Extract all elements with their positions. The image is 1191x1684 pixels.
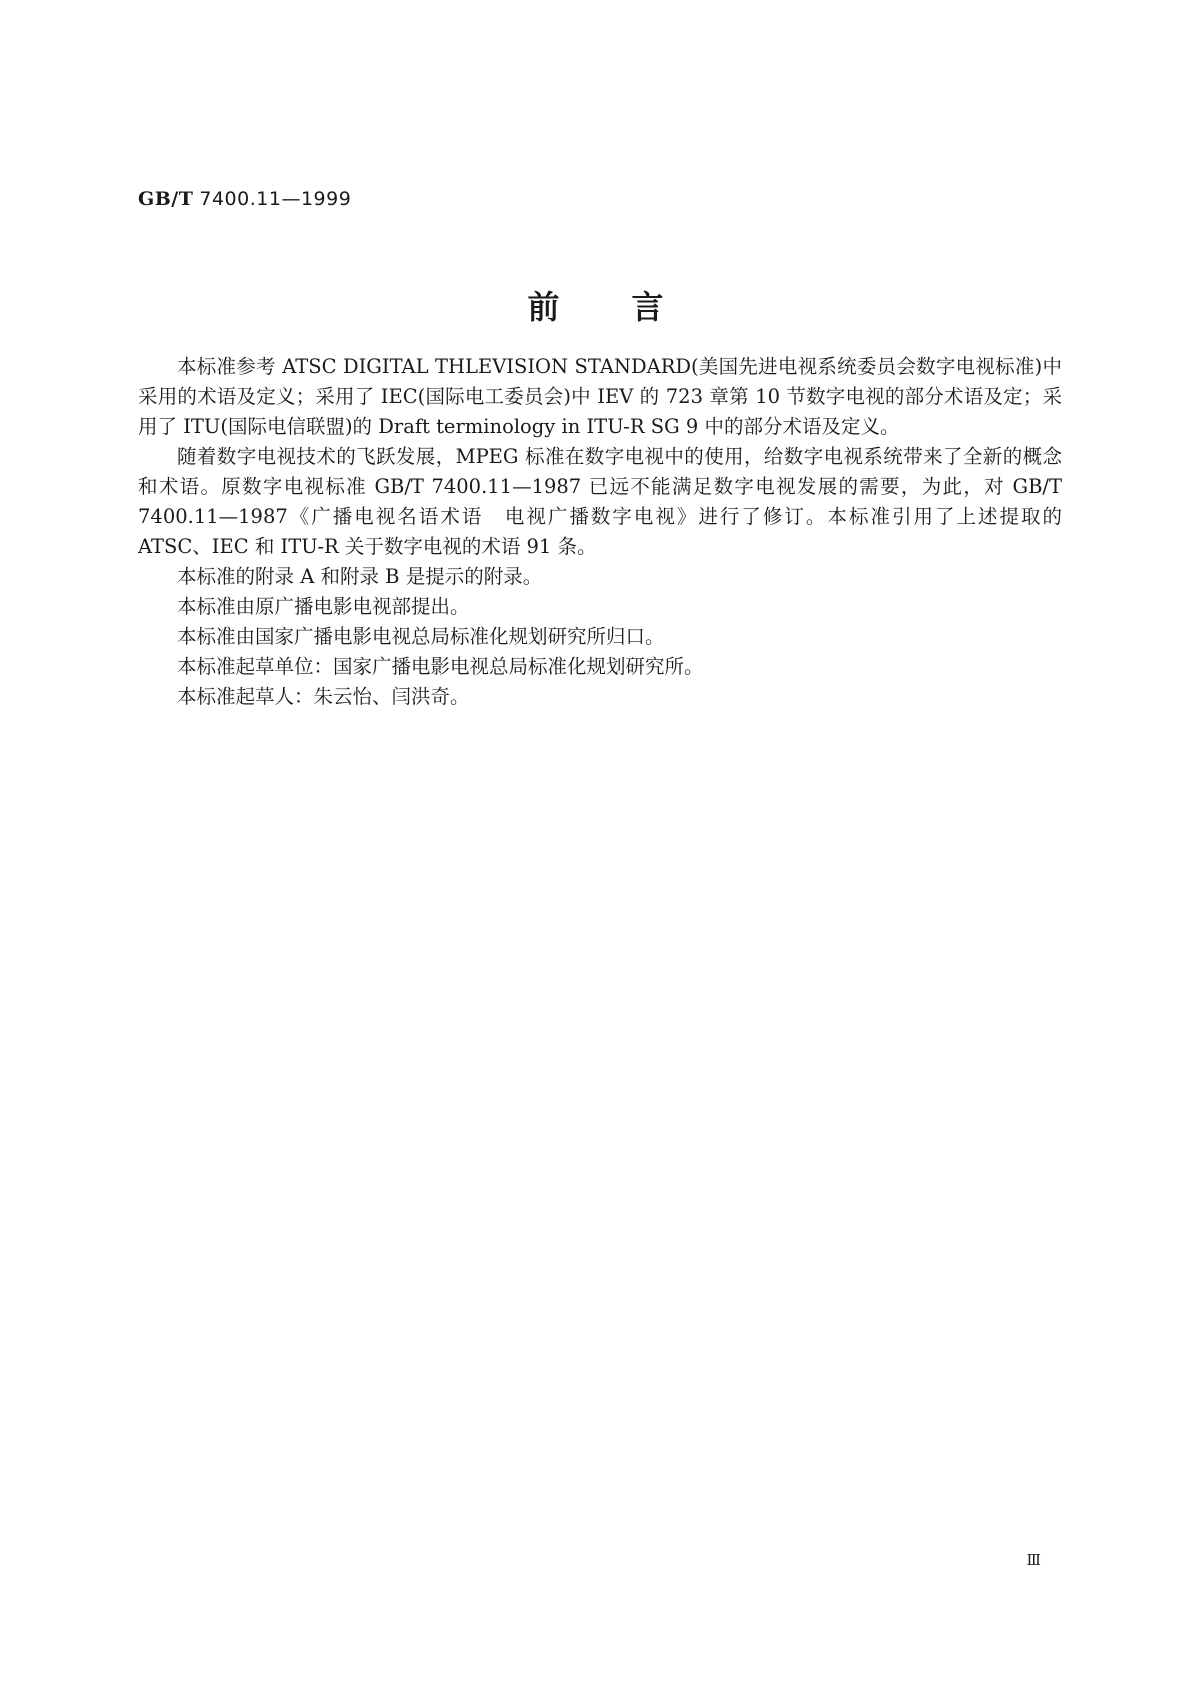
paragraph-6: 本标准起草单位：国家广播电影电视总局标准化规划研究所。	[177, 655, 704, 678]
paragraph-4: 本标准由原广播电影电视部提出。	[177, 595, 470, 618]
paragraph-5: 本标准由国家广播电影电视总局标准化规划研究所归口。	[177, 625, 665, 648]
standard-prefix: GB/T	[138, 188, 194, 210]
page-number: Ⅲ	[1026, 1551, 1041, 1569]
paragraph-3: 本标准的附录 A 和附录 B 是提示的附录。	[177, 565, 543, 588]
paragraph-2: 随着数字电视技术的飞跃发展，MPEG 标准在数字电视中的使用，给数字电视系统带来了全新的概念和术语。原数字电视标准 GB/T 7400.11—1987 已远不能满足数字电视发展的需要，为此，对 GB/T 7400.11—1987《广播电视名语术语 电视广播数字电视》进行了修订。本标准引用了上述提取的 ATSC、IEC 和 ITU-R 关于数字电视的术语 91 条。	[138, 445, 1062, 558]
standard-number: 7400.11—1999	[199, 188, 352, 210]
page-title: 前言	[527, 288, 736, 326]
foreword-body	[138, 352, 1062, 712]
standard-code	[138, 188, 351, 210]
paragraph-7: 本标准起草人：朱云怡、闫洪奇。	[177, 685, 470, 708]
paragraph-1: 本标准参考 ATSC DIGITAL THLEVISION STANDARD(美国先进电视系统委员会数字电视标准)中采用的术语及定义；采用了 IEC(国际电工委员会)中 IEV 的 723 章第 10 节数字电视的部分术语及定；采用了 ITU(国际电信联盟)的 Draft terminology in ITU-R SG 9 中的部分术语及定义。	[138, 355, 1062, 438]
